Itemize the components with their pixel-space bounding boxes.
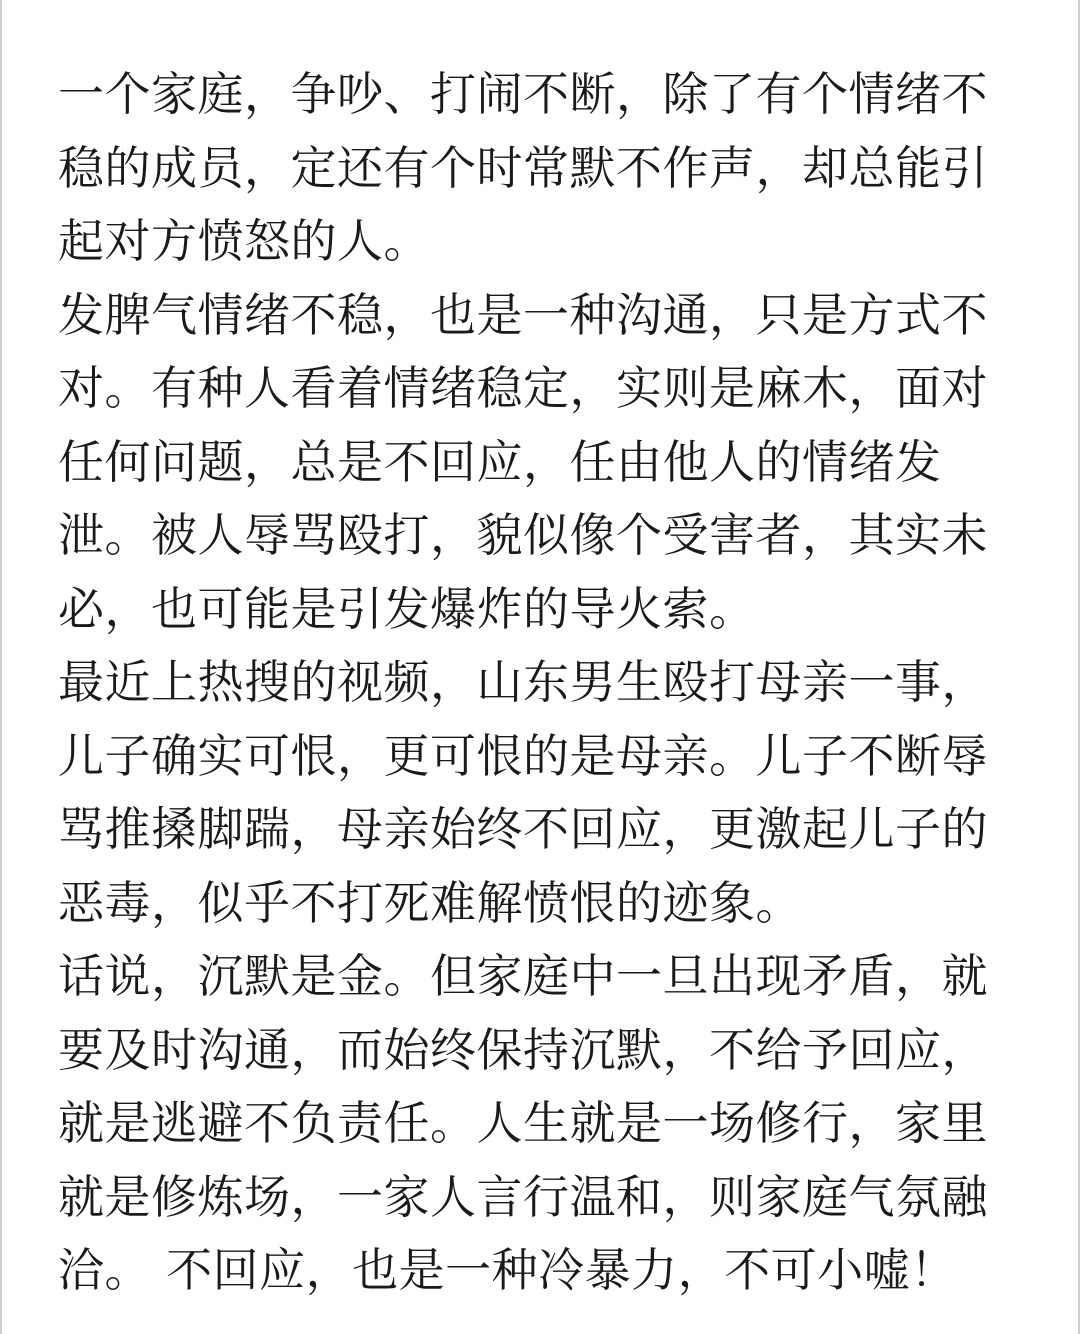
text-line: 一个家庭，争吵、打闹不断，除了有个情绪不 (58, 67, 988, 121)
text-line: 任何问题，总是不回应，任由他人的情绪发 (58, 434, 942, 489)
text-line: 就是修炼场，一家人言行温和，则家庭气氛融 (58, 1169, 988, 1224)
text-line: 骂推搡脚踹，母亲始终不回应，更激起儿子的 (58, 802, 988, 856)
paragraph-1 (58, 58, 1038, 279)
text-line: 稳的成员，定还有个时常默不作声，却总能引 (58, 140, 988, 195)
paragraph-3 (58, 646, 1038, 940)
text-line: 起对方愤怒的人。 (58, 214, 430, 268)
text-line: 发脾气情绪不稳，也是一种沟通，只是方式不 (58, 287, 988, 342)
text-line: 就是逃避不负责任。人生就是一场修行，家里 (58, 1096, 988, 1150)
text-line: 必，也可能是引发爆炸的导火索。 (58, 581, 756, 636)
text-line: 洽。 不回应，也是一种冷暴力，不可小嘘！ (58, 1243, 957, 1297)
text-line: 儿子确实可恨，更可恨的是母亲。儿子不断辱 (58, 728, 988, 783)
text-line: 最近上热搜的视频，山东男生殴打母亲一事， (58, 655, 988, 709)
text-line: 要及时沟通，而始终保持沉默，不给予回应， (58, 1022, 988, 1077)
text-line: 恶毒，似乎不打死难解愤恨的迹象。 (58, 875, 802, 930)
paragraph-2 (58, 279, 1038, 647)
text-line: 话说，沉默是金。但家庭中一旦出现矛盾，就 (58, 949, 988, 1003)
text-line: 对。有种人看着情绪稳定，实则是麻木，面对 (58, 361, 988, 415)
article-body (58, 58, 1038, 1308)
text-line: 泄。被人辱骂殴打，貌似像个受害者，其实未 (58, 508, 988, 562)
paragraph-4 (58, 940, 1038, 1308)
